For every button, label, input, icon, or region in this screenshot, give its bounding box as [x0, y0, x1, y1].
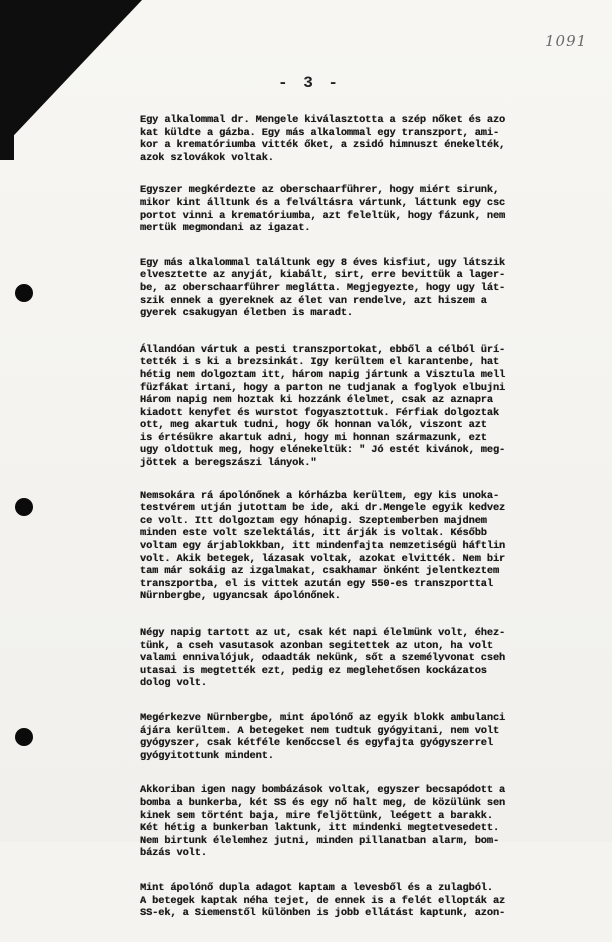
text-line: tünk, a cseh vasutasok azonban segitettek az uton, ha volt — [140, 639, 493, 652]
paragraph — [140, 627, 610, 690]
scan-corner-shadow — [0, 0, 142, 150]
text-line: tették i s ki a brezsinkát. Igy kerültem el karantenbe, hat — [140, 356, 500, 369]
text-line: Megérkezve Nürnbergbe, mint ápolónő az egyik blokk ambulanci — [140, 711, 506, 724]
text-line: Nemsokára rá ápolónőnek a kórházba kerültem, egy kis unoka- — [140, 489, 500, 502]
text-line: portot vinni a krematóriumba, azt feleltük, hogy fázunk, nem — [140, 209, 506, 222]
text-line: mertük megmondani az igazat. — [140, 222, 311, 235]
text-line: Nem birtunk élelemhez jutni, minden pillanatban alarm, bom- — [140, 834, 500, 847]
paragraph — [140, 882, 610, 920]
text-line: Négy napig tartott az ut, csak két napi élelmünk volt, éhez- — [140, 627, 506, 639]
text-line: volt. Akik betegek, lázasak voltak, azokat elvitték. Nem bir — [140, 552, 506, 565]
paragraph — [140, 344, 610, 470]
text-line: Állandóan vártuk a pesti transzportokat, ebből a célból ürí- — [140, 343, 506, 356]
text-line: utasai is megtették ezt, pedig ez meglehetősen kockázatos — [140, 664, 487, 677]
text-line: SS-ek, a Siemenstől különben is jobb ellátást kaptunk, azon- — [140, 907, 506, 920]
typewritten-body — [140, 114, 610, 942]
text-line: ugy oldottuk meg, hogy elénekeltük: " Jó estét kivánok, meg- — [140, 444, 506, 457]
paragraph — [140, 784, 610, 860]
text-line: hétig nem dolgoztam itt, három napig jártunk a Visztula mell — [140, 368, 506, 381]
text-line: füzfákat irtani, hogy a parton ne tudjanak a foglyok elbujni — [140, 381, 506, 394]
text-line: Egyszer megkérdezte az oberschaarführer, hogy miért sirunk, — [140, 184, 500, 197]
text-line: ott, meg akartuk tudni, hogy ők honnan valók, viszont azt — [140, 419, 487, 432]
handwritten-archive-number: 1091 — [545, 32, 588, 50]
punch-hole-top — [15, 284, 33, 302]
text-line: Mint ápolónő dupla adagot kaptam a levesből és a zulagból. — [140, 881, 493, 894]
text-line: Egy más alkalommal találtunk egy 8 éves kisfiut, ugy látszik — [140, 256, 506, 269]
text-line: kiadott kenyfet és wurstot fogyasztottuk. Férfiak dolgoztak — [140, 406, 500, 419]
paragraph — [140, 712, 610, 762]
text-line: transzportba, el is vittek azután egy 550-es transzporttal — [140, 577, 493, 590]
scan-edge-shadow — [0, 0, 14, 160]
text-line: Akkoriban igen nagy bombázások voltak, egyszer becsapódott a — [140, 784, 506, 797]
text-line: jöttek a beregszászi lányok." — [140, 457, 317, 470]
text-line: Három napig nem hoztak ki hozzánk élelmet, csak az aznapra — [140, 394, 493, 407]
paragraph — [140, 184, 610, 234]
text-line: ájára kerültem. A betegeket nem tudtuk gyógyitani, nem volt — [140, 724, 500, 737]
paragraph — [140, 257, 610, 320]
text-line: bázás volt. — [140, 847, 207, 860]
text-line: Egy alkalommal dr. Mengele kiválasztotta a szép nőket és azo — [140, 114, 506, 126]
text-line: dolog volt. — [140, 677, 207, 690]
text-line: kor a krematóriumba vitték őket, a zsidó himnuszt énekelték, — [140, 139, 506, 152]
text-line: kinek sem történt baja, mire feljöttünk, leégett a barakk. — [140, 809, 493, 822]
text-line: is értésükre akartuk adni, hogy mi honnan származunk, ezt — [140, 431, 487, 444]
text-line: A betegek kaptak néha tejet, de ennek is a felét ellopták az — [140, 894, 506, 907]
text-line: kat küldte a gázba. Egy más alkalommal egy transzport, ami- — [140, 126, 500, 139]
text-line: valami ennivalójuk, odaadták nekünk, sőt a személyvonat cseh — [140, 652, 506, 665]
punch-hole-middle — [15, 498, 33, 516]
page-number: - 3 - — [278, 74, 342, 92]
text-line: mikor kint álltunk és a felváltásra vártunk, láttunk egy csc — [140, 196, 506, 209]
text-line: szik ennek a gyereknek az élet van rendelve, azt hiszem a — [140, 294, 487, 307]
text-line: voltam egy árjablokkban, itt mindenfajta nemzetiségü háftlin — [140, 540, 506, 553]
text-line: gyógyitottunk mindent. — [140, 749, 274, 762]
text-line: tam már sokáig az izgalmakat, csakhamar önként jelentkeztem — [140, 565, 500, 578]
text-line: be, az oberschaarführer meglátta. Megjegyezte, hogy ugy lát- — [140, 281, 506, 294]
text-line: gyógyszer, csak kétféle kenőccsel és egyfajta gyógyszerrel — [140, 737, 493, 750]
text-line: elvesztette az anyját, kiabált, sirt, erre bevittük a lager- — [140, 269, 506, 282]
text-line: ce volt. Itt dolgoztam egy hónapig. Szeptemberben majdnem — [140, 514, 487, 527]
text-line: bomba a bunkerba, két SS és egy nő halt meg, de közülünk sen — [140, 796, 506, 809]
text-line: Nürnbergbe, ugyancsak ápolónőnek. — [140, 590, 341, 603]
paragraph — [140, 114, 610, 164]
punch-hole-bottom — [15, 728, 33, 746]
text-line: gyerek csakugyan életben is maradt. — [140, 307, 353, 320]
text-line: azok szlovákok voltak. — [140, 151, 274, 164]
paragraph — [140, 490, 610, 603]
text-line: minden este volt szelektálás, itt árják is voltak. Később — [140, 527, 487, 540]
text-line: Két hétig a bunkerban laktunk, itt mindenki megtetvesedett. — [140, 822, 500, 835]
text-line: testvérem utján jutottam be ide, aki dr.Mengele egyik kedvez — [140, 502, 506, 515]
